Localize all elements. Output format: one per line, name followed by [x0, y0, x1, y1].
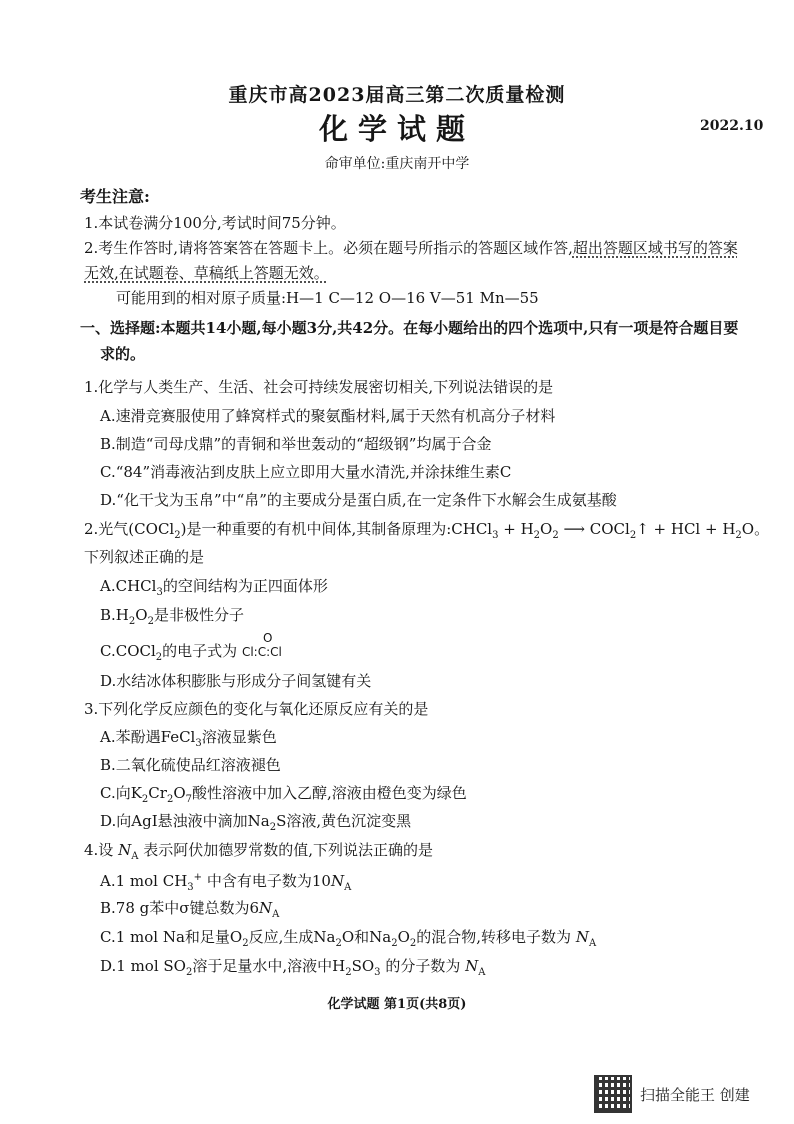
q1-option-a: A.速滑竞赛服使用了蜂窝样式的聚氨酯材料,属于天然有机高分子材料 — [100, 407, 556, 425]
q1-option-c: C.“84”消毒液沾到皮肤上应立即用大量水清洗,并涂抹维生素C — [100, 463, 512, 481]
scanner-watermark: 扫描全能王 创建 — [640, 1086, 750, 1104]
notice-emphasis: 超出答题区域书写的答案 — [572, 239, 738, 257]
q2-option-d: D.水结冰体积膨胀与形成分子间氢键有关 — [100, 672, 372, 690]
q4-stem: 4.设 $N_A$ 表示阿伏加德罗常数的值,下列说法正确的是 — [84, 841, 434, 862]
atomic-masses: 可能用到的相对原子质量:H—1 C—12 O—16 V—51 Mn—55 — [116, 289, 539, 307]
q1-option-d: D.“化干戈为玉帛”中“帛”的主要成分是蛋白质,在一定条件下水解会生成氨基酸 — [100, 491, 617, 509]
q3-option-b: B.二氧化硫使品红溶液褪色 — [100, 756, 281, 774]
q2-stem-cont: 下列叙述正确的是 — [84, 548, 205, 566]
q4-option-a: A.1 mol $CH_3^+$ 中含有电子数为$10N_A$ — [100, 872, 352, 893]
q3-stem: 3.下列化学反应颜色的变化与氧化还原反应有关的是 — [84, 700, 429, 718]
q3-option-d: D.向AgI悬浊液中滴加$Na_2S$溶液,黄色沉淀变黑 — [100, 812, 412, 833]
q2-stem: 2.光气(COCl$_2$)是一种重要的有机中间体,其制备原理为:CHCl$_3$ + $H_2O_2$ ⟶ COCl$_2$↑ + HCl + $H_2O$。 — [84, 520, 770, 541]
q1-stem: 1.化学与人类生产、生活、社会可持续发展密切相关,下列说法错误的是 — [84, 378, 554, 396]
q2-option-b: $B.H_2O_2$是非极性分子 — [100, 606, 244, 627]
q4-option-c: C.1 mol Na和足量$O_2$反应,生成$Na_2O$和$Na_2O_2$的混合物,转移电子数为 $N_A$ — [100, 928, 597, 949]
notice-heading: 考生注意: — [80, 187, 150, 206]
q3-option-c: C.向$K_2Cr_2O_7$酸性溶液中加入乙醇,溶液由橙色变为绿色 — [100, 784, 467, 805]
page-footer: 化学试题 第1页(共8页) — [327, 997, 467, 1012]
lewis-structure: O Cl:C:Cl — [241, 631, 282, 659]
q4-option-d: D.1 mol $SO_2$溶于足量水中,溶液中$H_2SO_3$ 的分子数为 $N_A$ — [100, 957, 486, 978]
exam-date: 2022.10 — [700, 118, 764, 134]
q1-option-b: B.制造“司母戊鼎”的青铜和举世轰动的“超级钢”均属于合金 — [100, 435, 492, 453]
q2-option-c: C.COCl$_2$的电子式为 O Cl:C:Cl — [100, 638, 296, 668]
notice-item-2: 2.考生作答时,请将答案答在答题卡上。必须在题号所指示的答题区域作答,超出答题区域书写的答案 — [84, 239, 738, 257]
qr-code-icon — [596, 1077, 630, 1111]
subject-title: 化学试题 — [318, 112, 475, 146]
compiling-unit: 命审单位:重庆南开中学 — [324, 156, 470, 172]
q4-option-b: B.78 g苯中σ键总数为$6N_A$ — [100, 899, 280, 920]
q2-option-a: A.CHCl$_3$的空间结构为正四面体形 — [100, 577, 328, 598]
q3-option-a: A.苯酚遇FeCl$_3$溶液显紫色 — [100, 728, 277, 749]
section-heading-cont: 求的。 — [100, 345, 146, 363]
section-heading: 一、选择题:本题共14小题,每小题3分,共42分。在每小题给出的四个选项中,只有一项是符合题目要 — [80, 319, 739, 337]
notice-item-1: 1.本试卷满分100分,考试时间75分钟。 — [84, 214, 346, 232]
exam-title: 重庆市高2023届高三第二次质量检测 — [228, 84, 566, 106]
notice-emphasis-2: 无效,在试题卷、草稿纸上答题无效。 — [84, 264, 329, 282]
notice-item-2-cont — [84, 263, 329, 283]
